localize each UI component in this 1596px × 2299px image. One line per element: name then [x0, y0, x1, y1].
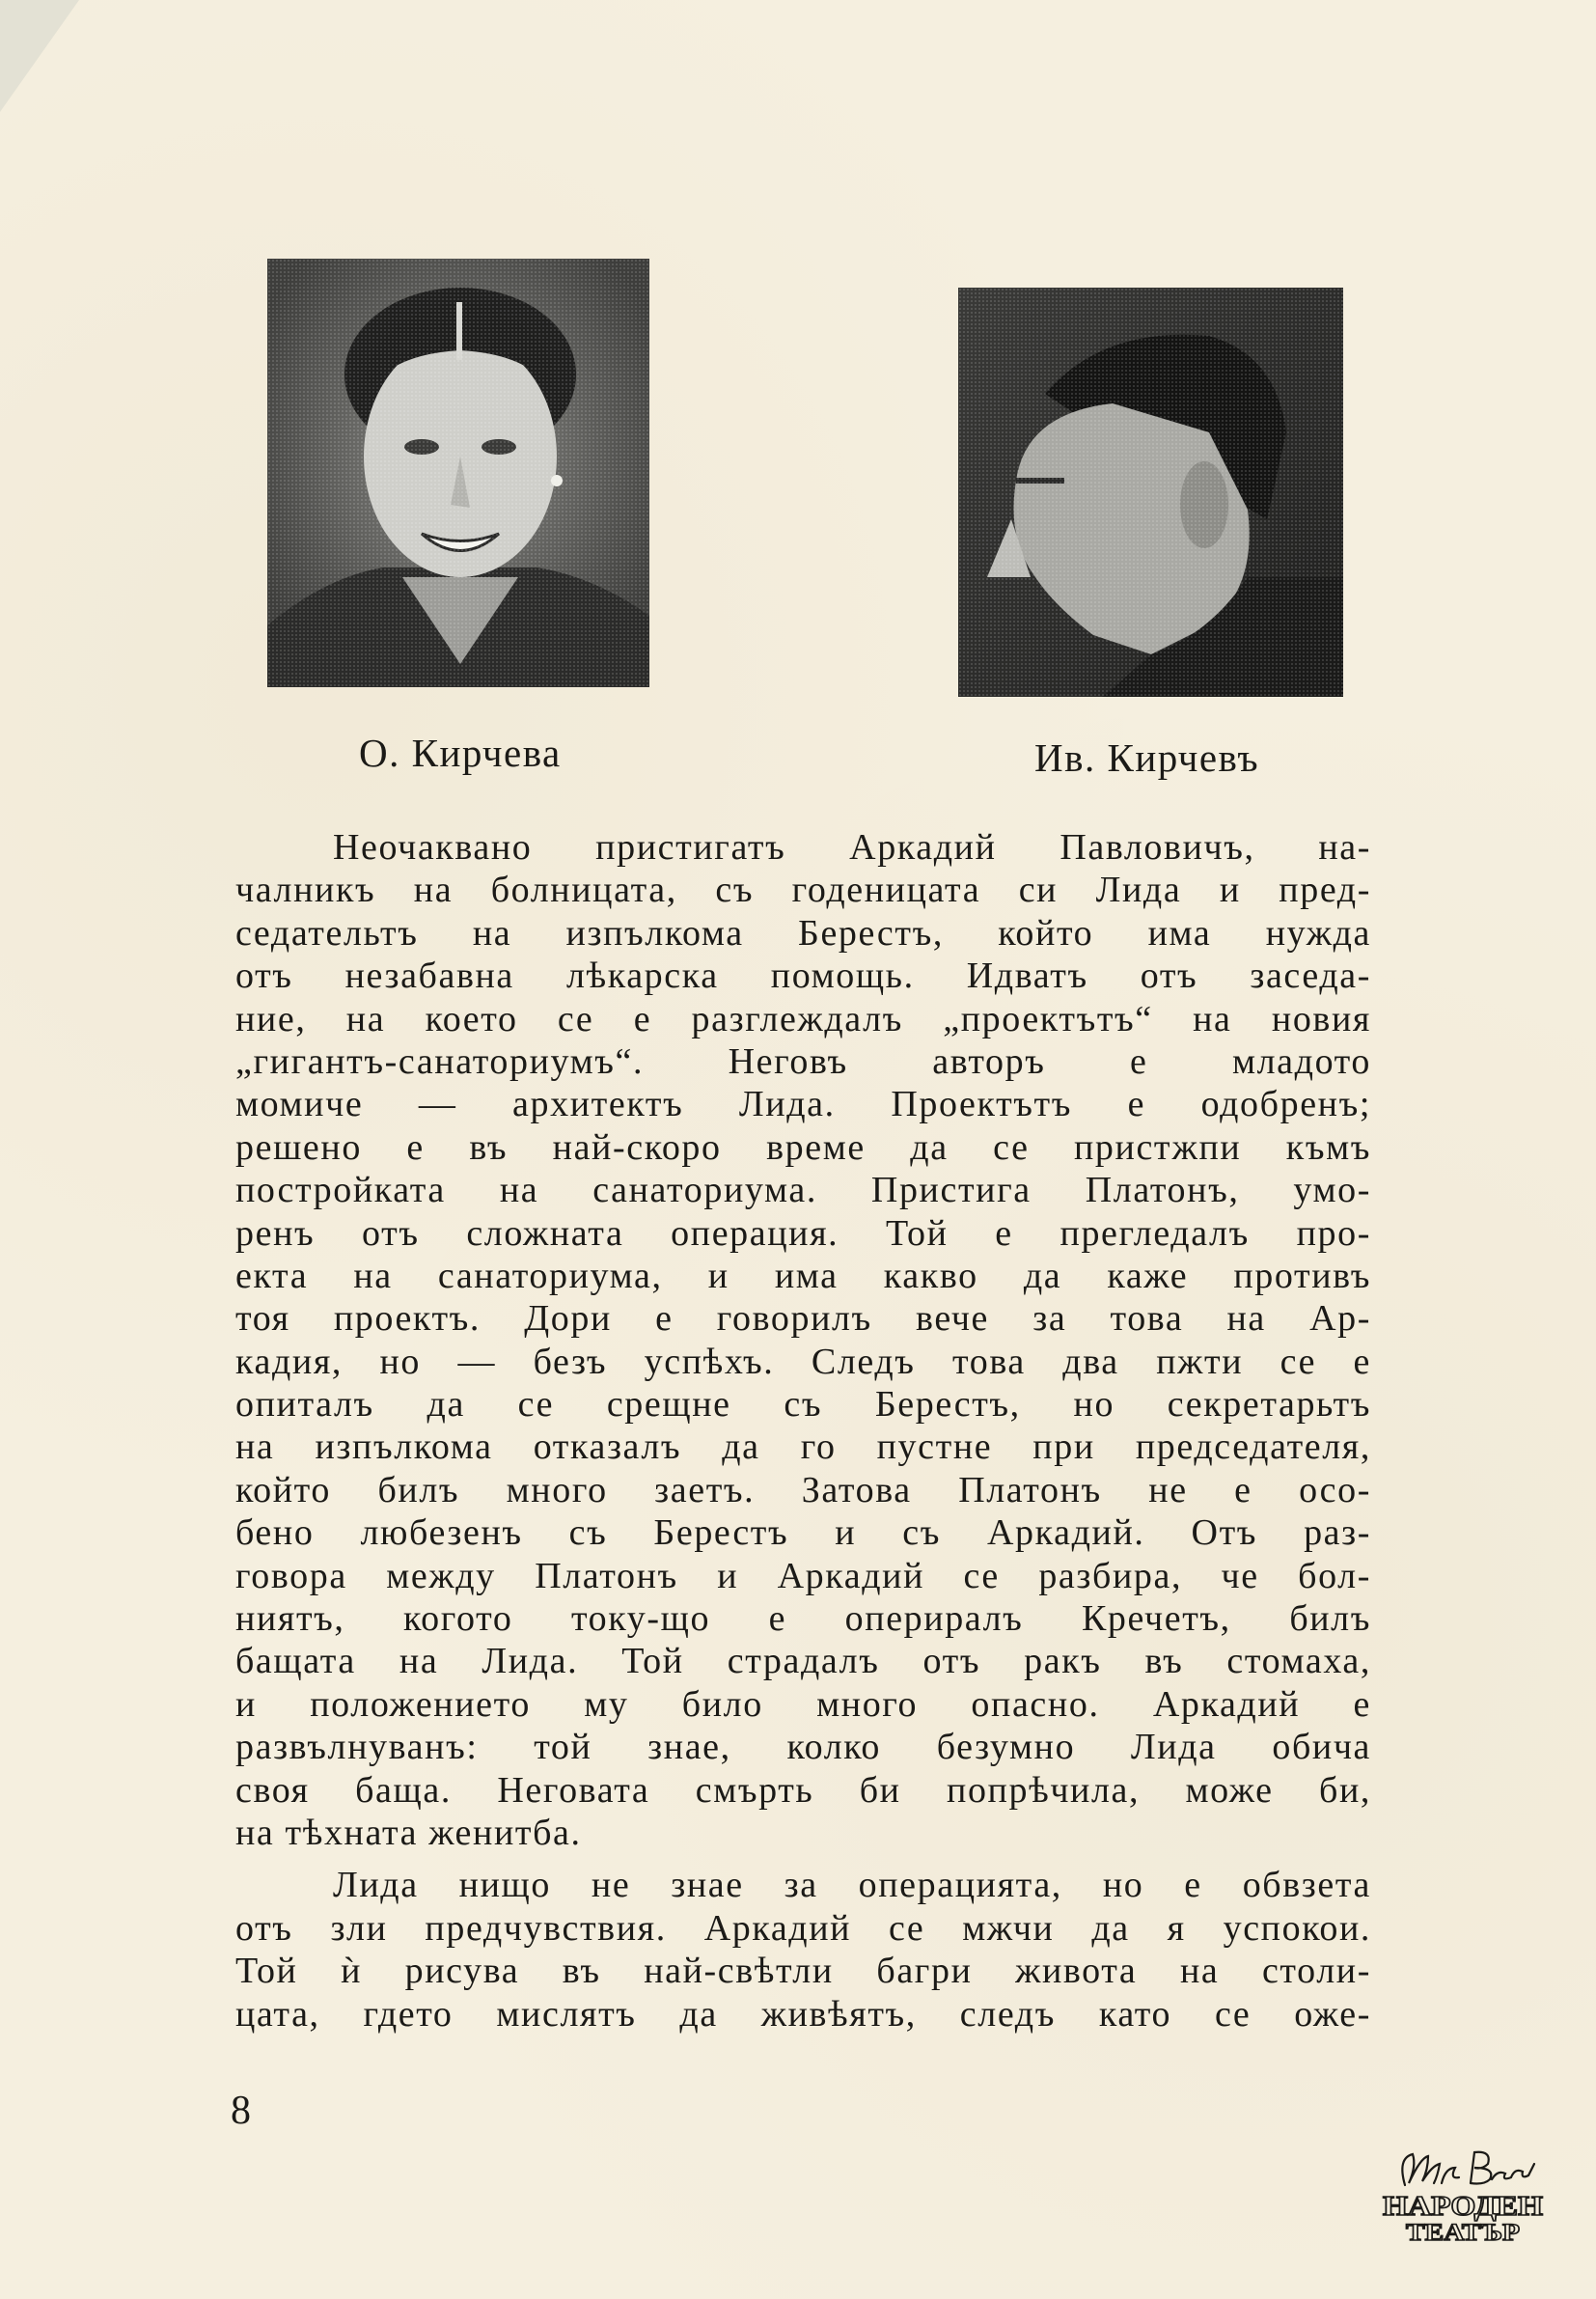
- text-line: бащата на Лида. Той страдалъ отъ ракъ въ стомаха,: [235, 1641, 1371, 1682]
- text-line: кадия, но — безъ успѣхъ. Следъ това два пжти се е: [235, 1341, 1371, 1382]
- text-line: тоя проектъ. Дори е говорилъ вече за това на Ар-: [235, 1298, 1371, 1340]
- paragraph-2: [235, 1864, 1371, 2036]
- text-line: цата, гдето мислятъ да живѣятъ, следъ като се оже-: [235, 1993, 1371, 2035]
- text-line: говора между Платонъ и Аркадий се разбира, че бол-: [235, 1555, 1371, 1596]
- body-text: [235, 826, 1371, 2036]
- portrait-woman-icon: [267, 259, 649, 687]
- text-line: екта на санаториума, и има какво да каже противъ: [235, 1255, 1371, 1296]
- page-number: 8: [231, 2089, 251, 2133]
- text-line: постройката на санаториума. Пристига Платонъ, умо-: [235, 1170, 1371, 1211]
- logo-line-1: НАРОДЕН: [1383, 2191, 1544, 2222]
- text-line: ниятъ, когото току-що е опериралъ Кречетъ, билъ: [235, 1598, 1371, 1640]
- text-line: чалникъ на болницата, съ годеницата си Лида и пред-: [235, 870, 1371, 911]
- text-line: седательтъ на изпълкома Берестъ, който има нужда: [235, 912, 1371, 954]
- photo-caption-left: О. Кирчева: [359, 731, 562, 775]
- text-line: опиталъ да се срещне съ Берестъ, но секретарьтъ: [235, 1384, 1371, 1426]
- text-line: решено е въ най-скоро време да се пристжпи къмъ: [235, 1126, 1371, 1168]
- text-line: на изпълкома отказалъ да го пустне при председателя,: [235, 1426, 1371, 1468]
- text-line: Неочаквано пристигатъ Аркадий Павловичъ, на-: [333, 827, 1371, 868]
- text-line: ренъ отъ сложната операция. Той е прегледалъ про-: [235, 1212, 1371, 1254]
- text-line: Лида нищо не знае за операцията, но е обвзета: [333, 1865, 1371, 1906]
- text-line: развълнуванъ: той знае, колко безумно Лида обича: [235, 1727, 1371, 1768]
- text-line: на тѣхната женитба.: [235, 1812, 582, 1853]
- text-line: бено любезенъ съ Берестъ и съ Аркадий. Отъ раз-: [235, 1512, 1371, 1554]
- paragraph-gap: [235, 1854, 1371, 1864]
- photo-caption-right: Ив. Кирчевъ: [1034, 735, 1260, 780]
- text-line: ние, на което се е разглеждалъ „проектътъ“ на новия: [235, 998, 1371, 1039]
- text-line: отъ незабавна лѣкарска помощь. Идватъ отъ заседа-: [235, 956, 1371, 997]
- text-line: отъ зли предчувствия. Аркадий се мжчи да я успокои.: [235, 1907, 1371, 1949]
- folded-corner: [0, 0, 79, 112]
- portrait-man-profile-icon: [958, 288, 1343, 697]
- text-line: Той ѝ рисува въ най-свѣтли багри живота на столи-: [235, 1951, 1371, 1992]
- portrait-photo-iv-kirchev: [958, 288, 1343, 697]
- portrait-photo-o-kircheva: [267, 259, 649, 687]
- logo-line-2: ТЕАТЪР: [1406, 2220, 1520, 2243]
- text-line: който билъ много заетъ. Затова Платонъ не е осо-: [235, 1469, 1371, 1510]
- theatre-logo-icon: [1378, 2147, 1548, 2243]
- text-line: своя баща. Неговата смърть би попрѣчила, може би,: [235, 1769, 1371, 1811]
- national-theatre-logo: [1378, 2147, 1548, 2243]
- text-line: „гигантъ-санаториумъ“. Неговъ авторъ е младото: [235, 1040, 1371, 1082]
- paragraph-1: [235, 826, 1371, 1854]
- text-line: и положението му било много опасно. Аркадий е: [235, 1683, 1371, 1725]
- text-line: момиче — архитектъ Лида. Проектътъ е одобренъ;: [235, 1084, 1371, 1125]
